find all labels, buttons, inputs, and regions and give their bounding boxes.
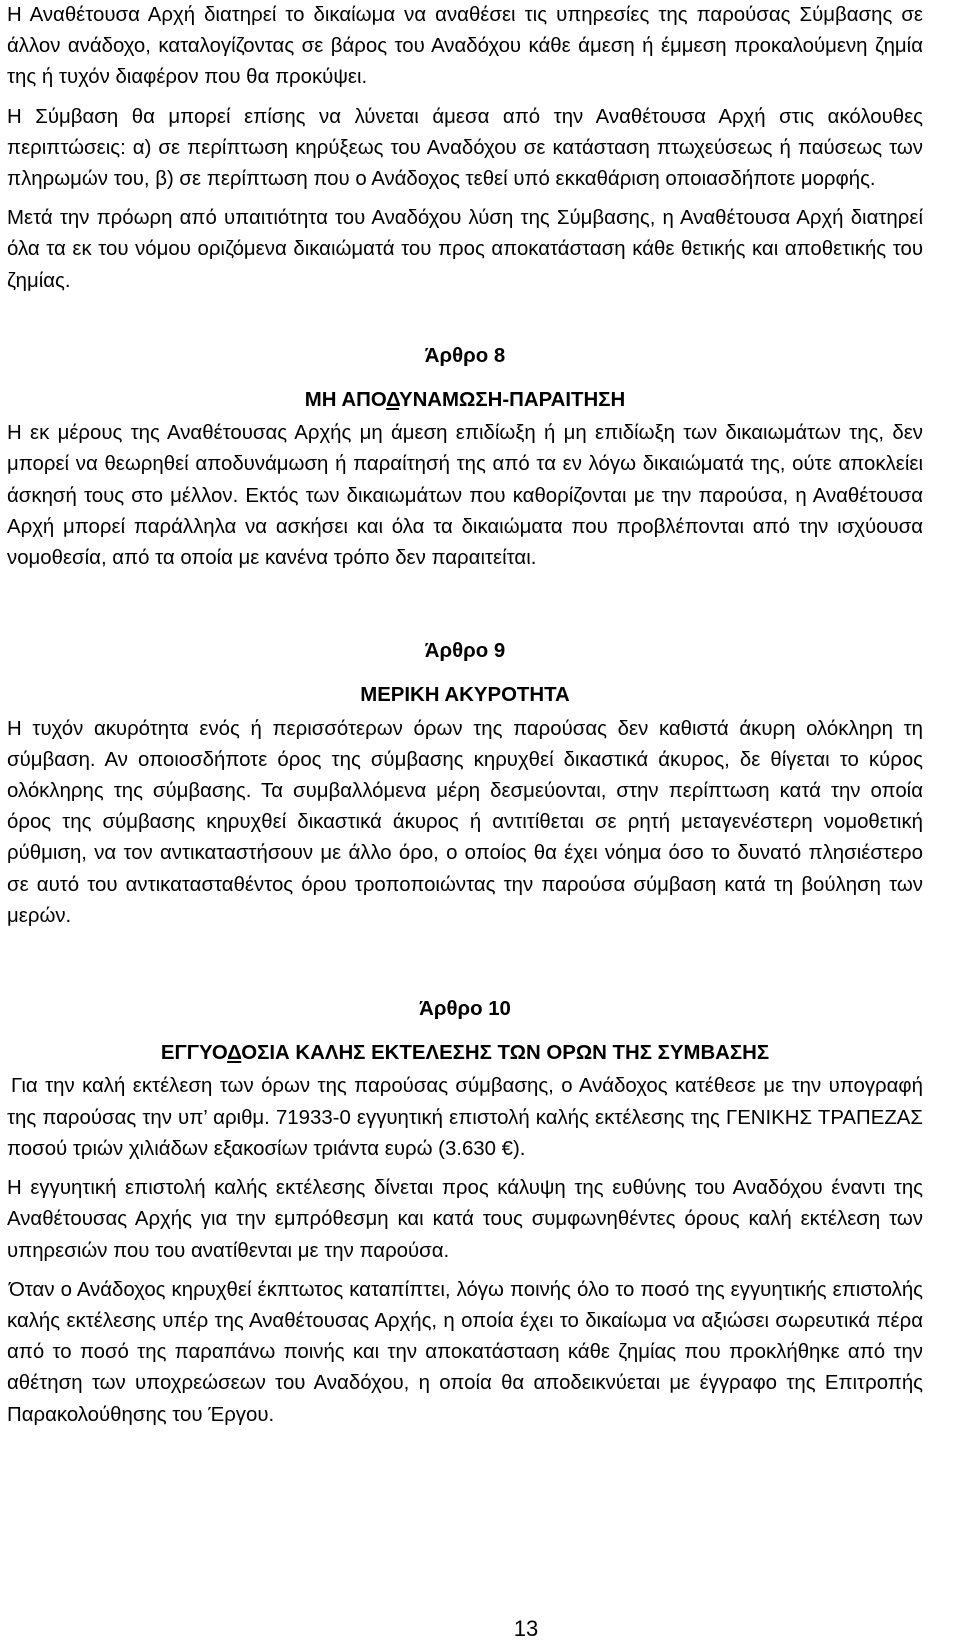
article-10-paragraph-forfeiture: Όταν ο Ανάδοχος κηρυχθεί έκπτωτος καταπίπτει, λόγω ποινής όλο το ποσό της εγγυητικής επιστολής καλής εκτέλεσης υπέρ της Αναθέτουσας Αρχής, η οποία έχει το δικαίωμα να αξιώσει σωρευτικά πέρα από το ποσό της παραπάνω ποινής και την αποκατάσταση κάθε ζημίας που προκλήθηκε από την αθέτηση των υποχρεώσεων του Αναδόχου, η οποία θα αποδεικνύεται με έγγραφο της Επιτροπής Παρακολούθησης του Έργου. [7,1278,923,1426]
article-9-paragraph: Η τυχόν ακυρότητα ενός ή περισσότερων όρων της παρούσας δεν καθιστά άκυρη ολόκληρη τη σύμβαση. Αν οποιοσδήποτε όρος της σύμβασης κηρυχθεί δικαστικά άκυρος, δε θίγεται το κύρος ολόκληρης της σύμβασης. Τα συμβαλλόμενα μέρη δεσμεύονται, στην περίπτωση κατά την οποία όρος της σύμβασης κηρυχθεί δικαστικά άκυρος ή αντιτίθεται σε ρητή μεταγενέστερη νομοθετική ρύθμιση, να τον αντικαταστήσουν με άλλο όρο, ο οποίος θα έχει νόημα όσο το δυνατό πλησιέστερο σε αυτό του αντικατασταθέντος όρου τροποποιώντας την παρούσα σύμβαση κατά τη βούληση των μερών. [7,717,923,927]
page-number: 13 [513,1616,539,1641]
article-10-paragraph-purpose: Η εγγυητική επιστολή καλής εκτέλεσης δίνεται προς κάλυψη της ευθύνης του Αναδόχου έναντι της Αναθέτουσας Αρχής για την εμπρόθεσμη και κατά τους συμφωνηθέντες όρους καλή εκτέλεση των υπηρεσιών που του ανατίθενται με την παρούσα. [7,1177,923,1262]
article-9-title: ΜΕΡΙΚΗ ΑΚΥΡΟΤΗΤΑ [360,684,570,707]
paragraph-termination-cases: Η Σύμβαση θα μπορεί επίσης να λύνεται άμεσα από την Αναθέτουσα Αρχή στις ακόλουθες περιπτώσεις: α) σε περίπτωση κηρύξεως του Αναδόχου σε κατάσταση πτωχεύσεως ή παύσεως των πληρωμών του, β) σε περίπτωση που ο Ανάδοχος τεθεί υπό εκκαθάριση οποιασδήποτε μορφής. [7,105,923,191]
article-10-title: ΕΓΓΥΟΔΟΣΙΑ ΚΑΛΗΣ ΕΚΤΕΛΕΣΗΣ ΤΩΝ ΟΡΩΝ ΤΗΣ ΣΥΜΒΑΣΗΣ [160,1042,770,1065]
article-10-paragraph-guarantee: Για την καλή εκτέλεση των όρων της παρούσας σύμβασης, ο Ανάδοχος κατέθεσε με την υπογραφή της παρούσας την υπ’ αριθμ. 71933-0 εγγυητική επιστολή καλής εκτέλεσης της ΓΕΝΙΚΗΣ ΤΡΑΠΕΖΑΣ ποσού τριών χιλιάδων εξακοσίων τριάντα ευρώ (3.630 €). [7,1075,923,1160]
article-9-number: Άρθρο 9 [424,640,506,663]
paragraph-damages: Μετά την πρόωρη από υπαιτιότητα του Αναδόχου λύση της Σύμβασης, η Αναθέτουσα Αρχή διατηρεί όλα τα εκ του νόμου οριζόμενα δικαιώματά του προς αποκατάσταση κάθε θετικής και αποθετικής του ζημίας. [7,207,923,292]
paragraph-reassignment: Η Αναθέτουσα Αρχή διατηρεί το δικαίωμα να αναθέσει τις υπηρεσίες της παρούσας Σύμβασης σε άλλον ανάδοχο, καταλογίζοντας σε βάρος του Αναδόχου κάθε άμεση ή έμμεση προκαλούμενη ζημία της ή τυχόν διαφέρον που θα προκύψει. [7,4,923,89]
article-8-number: Άρθρο 8 [424,344,506,367]
article-8-paragraph: Η εκ μέρους της Αναθέτουσας Αρχής μη άμεση επιδίωξη ή μη επιδίωξη των δικαιωμάτων της, δεν μπορεί να θεωρηθεί αποδυνάμωση ή παραίτησή της από τα εν λόγω δικαιώματά της, ούτε αποκλείει άσκησή τους στο μέλλον. Εκτός των δικαιωμάτων που καθορίζονται με την παρούσα, η Αναθέτουσα Αρχή μπορεί παράλληλα να ασκήσει και όλα τα δικαιώματα που προβλέπονται από την ισχύουσα νομοθεσία, από τα οποία με κανένα τρόπο δεν παραιτείται. [7,422,923,570]
article-8-title: ΜΗ ΑΠΟΔΥΝΑΜΩΣΗ-ΠΑΡΑΙΤΗΣΗ [304,389,626,412]
article-10-number: Άρθρο 10 [419,998,511,1021]
